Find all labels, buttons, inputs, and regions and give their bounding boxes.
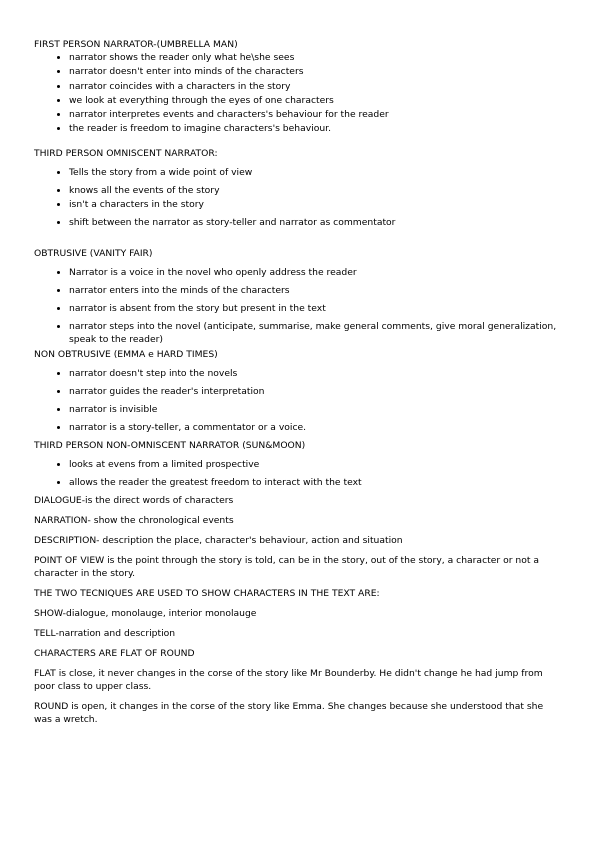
paragraph-show: SHOW-dialogue, monolauge, interior monolauge [34, 607, 257, 619]
list-item: • narrator steps into the novel (anticipate, summarise, make general comments, give moral generalization, speak to the reader) [69, 320, 562, 346]
list-item: • narrator shows the reader only what he\she sees [69, 51, 562, 64]
list-item: • narrator enters into the minds of the characters [69, 284, 562, 297]
list-obtrusive [34, 266, 562, 346]
list-item: • knows all the events of the story [69, 184, 562, 197]
paragraph-narration: NARRATION- show the chronological events [34, 514, 234, 526]
list-item: • narrator doesn't step into the novels [69, 367, 562, 380]
list-item: • allows the reader the greatest freedom to interact with the text [69, 476, 562, 489]
list-item: • narrator coincides with a characters in the story [69, 80, 562, 93]
list-item: • shift between the narrator as story-teller and narrator as commentator [69, 216, 562, 229]
paragraph-characters: CHARACTERS ARE FLAT OF ROUND [34, 647, 195, 659]
list-first-person [34, 51, 562, 135]
list-item: • narrator doesn't enter into minds of the characters [69, 65, 562, 78]
heading-third-non-omniscient: THIRD PERSON NON-OMNISCENT NARRATOR (SUN&MOON) [34, 439, 306, 451]
paragraph-dialogue: DIALOGUE-is the direct words of characters [34, 494, 234, 506]
paragraph-flat: FLAT is close, it never changes in the corse of the story like Mr Bounderby. He didn't change he had jump from poor class to upper class. [34, 667, 543, 692]
list-item: • the reader is freedom to imagine characters's behaviour. [69, 122, 562, 135]
paragraph-tell: TELL-narration and description [34, 627, 176, 639]
list-non-obtrusive [34, 367, 562, 434]
document-page [34, 38, 562, 733]
list-item: • isn't a characters in the story [69, 198, 562, 211]
list-item: • narrator is absent from the story but present in the text [69, 302, 562, 315]
paragraph-techniques: THE TWO TECNIQUES ARE USED TO SHOW CHARACTERS IN THE TEXT ARE: [34, 587, 380, 599]
paragraph-point-of-view: POINT OF VIEW is the point through the story is told, can be in the story, out of the story, a character or not a character in the story. [34, 554, 539, 579]
list-item: • narrator interpretes events and characters's behaviour for the reader [69, 108, 562, 121]
heading-obtrusive: OBTRUSIVE (VANITY FAIR) [34, 247, 153, 259]
list-item: • narrator is a story-teller, a commentator or a voice. [69, 421, 562, 434]
heading-first-person: FIRST PERSON NARRATOR-(UMBRELLA MAN) [34, 39, 238, 50]
list-item: • narrator is invisible [69, 403, 562, 416]
paragraph-round: ROUND is open, it changes in the corse of the story like Emma. She changes because she understood that she was a wretch. [34, 700, 544, 725]
paragraph-description: DESCRIPTION- description the place, character's behaviour, action and situation [34, 534, 403, 546]
heading-non-obtrusive: NON OBTRUSIVE (EMMA e HARD TIMES) [34, 348, 218, 360]
list-third-non-omniscient [34, 458, 562, 489]
list-third-omniscient [34, 166, 562, 229]
list-item: • looks at evens from a limited prospective [69, 458, 562, 471]
list-item: • narrator guides the reader's interpretation [69, 385, 562, 398]
list-item: • Tells the story from a wide point of view [69, 166, 562, 179]
list-item: • we look at everything through the eyes of one characters [69, 94, 562, 107]
heading-third-omniscient: THIRD PERSON OMNISCENT NARRATOR: [34, 147, 218, 159]
list-item: • Narrator is a voice in the novel who openly address the reader [69, 266, 562, 279]
